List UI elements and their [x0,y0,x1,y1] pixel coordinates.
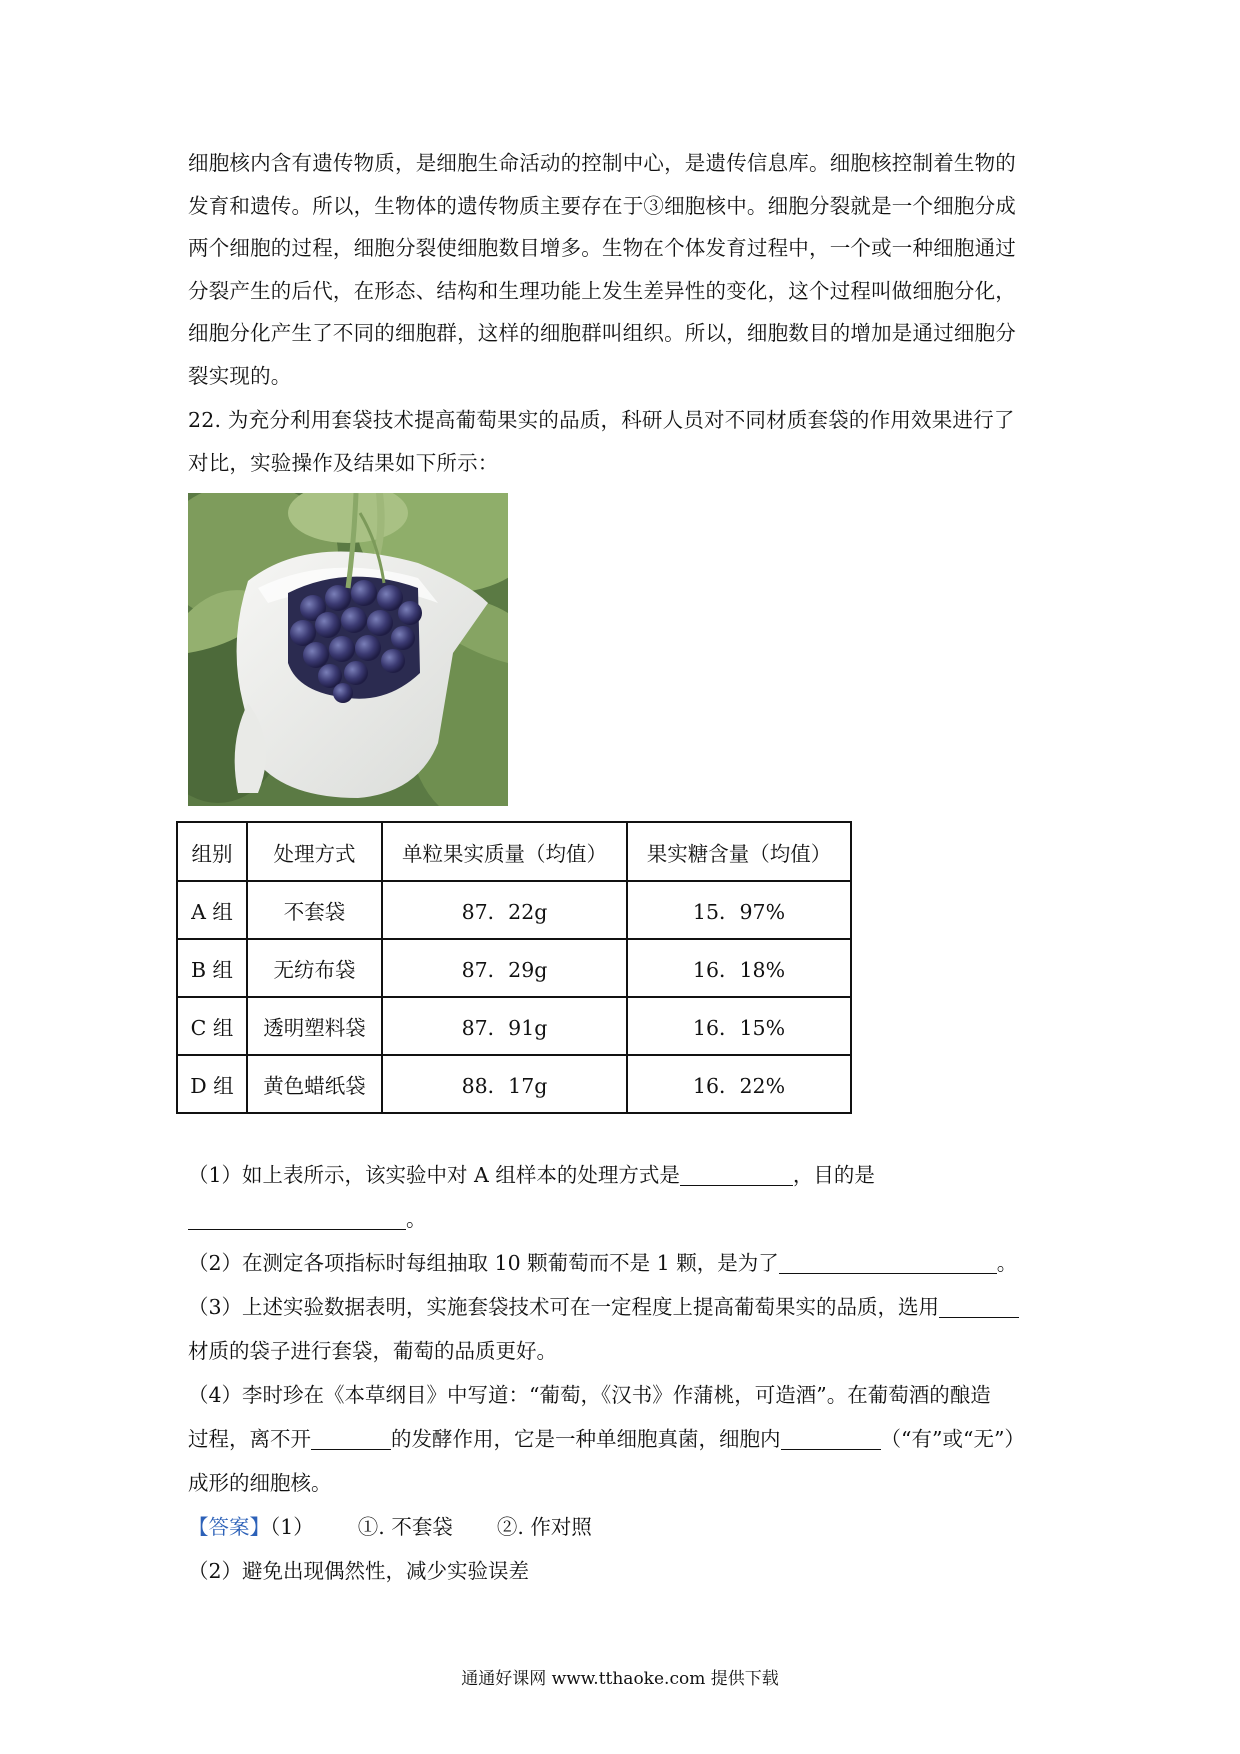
table-header-cell: 单粒果实质量（均值） [382,822,627,881]
subquestion-3-text-2: 材质的袋子进行套袋，葡萄的品质更好。 [188,1339,557,1363]
subquestion-2-end: 。 [996,1251,1018,1275]
answer-blank[interactable] [680,1159,793,1186]
subquestion-4-cont [188,1417,1025,1461]
answer-blank[interactable] [311,1423,391,1450]
subquestion-1-end: 。 [406,1207,427,1231]
intro-paragraph [188,142,1068,397]
table-cell: C 组 [177,997,247,1055]
table-row [177,997,851,1055]
table-cell: 16．18% [627,939,851,997]
table-cell: 87．29g [382,939,627,997]
intro-line: 细胞分化产生了不同的细胞群，这样的细胞群叫组织。所以，细胞数目的增加是通过细胞分 [188,321,1016,345]
intro-line: 发育和遗传。所以，生物体的遗传物质主要存在于③细胞核中。细胞分裂就是一个细胞分成 [188,193,1016,218]
answer-tag: 【答案】 [188,1515,270,1539]
table-header-cell: 组别 [177,822,247,881]
answer-blank[interactable] [779,1247,997,1274]
question-line: 22. 为充分利用套袋技术提高葡萄果实的品质，科研人员对不同材质套袋的作用效果进行了 [188,408,1015,432]
subquestion-3 [188,1285,1019,1329]
subquestion-4-text-4: （“有”或“无”） [880,1427,1025,1451]
table-header-cell: 处理方式 [247,822,382,881]
subquestion-4-end-line [188,1461,332,1505]
subquestion-3-text: （3）上述实验数据表明，实施套袋技术可在一定程度上提高葡萄果实的品质，选用 [188,1295,940,1319]
subquestion-4-text-3: 的发酵作用，它是一种单细胞真菌，细胞内 [391,1427,781,1451]
answer-part-1-a: ①. 不套袋 [357,1515,453,1539]
table-cell: 不套袋 [247,881,382,939]
subquestion-1-text: （1）如上表所示，该实验中对 A 组样本的处理方式是 [188,1163,680,1187]
subquestion-4-end: 成形的细胞核。 [188,1471,332,1495]
subquestion-1-text-2: ，目的是 [792,1163,875,1187]
question-line: 对比，实验操作及结果如下所示： [188,450,499,475]
table-cell: 黄色蜡纸袋 [247,1055,382,1113]
intro-line: 裂实现的。 [188,363,292,388]
table-cell: D 组 [177,1055,247,1113]
answer-part-1-label: （1） [270,1515,314,1539]
grape-bag-photo [188,493,508,806]
intro-line: 细胞核内含有遗传物质，是细胞生命活动的控制中心，是遗传信息库。细胞核控制着生物的 [188,151,1016,175]
intro-line: 两个细胞的过程，细胞分裂使细胞数目增多。生物在个体发育过程中，一个或一种细胞通过 [188,236,1016,260]
answer-line-2 [188,1549,529,1593]
table-header-row [177,822,851,881]
table-cell: 87．22g [382,881,627,939]
table-cell: 透明塑料袋 [247,997,382,1055]
table-header-cell: 果实糖含量（均值） [627,822,851,881]
page-footer: 通通好课网 www.tthaoke.com 提供下载 [461,1669,779,1689]
table-cell: 88．17g [382,1055,627,1113]
table-cell: 15．97% [627,881,851,939]
subquestion-4 [188,1373,991,1417]
table-cell: B 组 [177,939,247,997]
table-row [177,1055,851,1113]
subquestion-1 [188,1153,875,1197]
answer-blank[interactable] [188,1203,406,1230]
table-cell: 16．15% [627,997,851,1055]
subquestion-2-text: （2）在测定各项指标时每组抽取 10 颗葡萄而不是 1 颗，是为了 [188,1251,779,1275]
table-cell: 16．22% [627,1055,851,1113]
answer-part-2: （2）避免出现偶然性，减少实验误差 [188,1559,530,1583]
answer-blank[interactable] [781,1423,881,1450]
answer-blank[interactable] [939,1291,1019,1318]
subquestion-1-cont [188,1197,427,1241]
subquestion-4-text: （4）李时珍在《本草纲目》中写道：“葡萄，《汉书》作蒲桃，可造酒”。在葡萄酒的酿造 [188,1383,991,1407]
table-cell: A 组 [177,881,247,939]
subquestion-2 [188,1241,1017,1285]
grape-bag-illustration [188,493,508,806]
results-table [176,821,852,1114]
table-row [177,939,851,997]
answer-line-1 [188,1505,592,1549]
intro-line: 分裂产生的后代，在形态、结构和生理功能上发生差异性的变化，这个过程叫做细胞分化， [188,278,1016,303]
question-22-stem [188,399,1068,484]
subquestion-4-text-2: 过程，离不开 [188,1427,311,1451]
answer-part-1-b: ②. 作对照 [496,1515,592,1539]
subquestion-3-cont [188,1329,557,1373]
table-cell: 87．91g [382,997,627,1055]
table-row [177,881,851,939]
table-cell: 无纺布袋 [247,939,382,997]
